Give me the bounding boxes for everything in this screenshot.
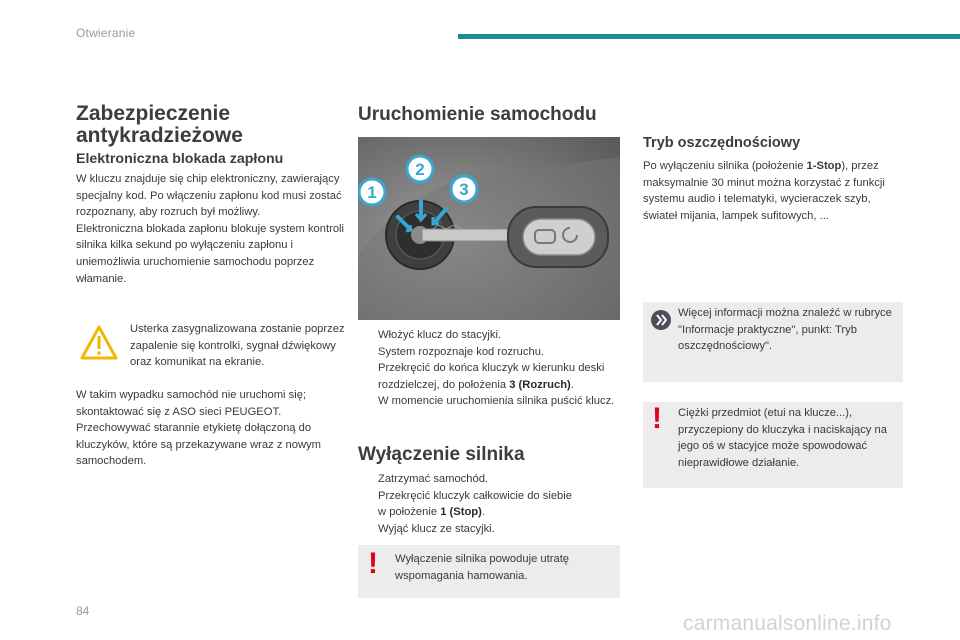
heavy-keyring-warning-text: Ciężki przedmiot (etui na klucze...), przyczepiony do kluczyka i naciskający na jego oś w stacyjce może spowodować nieprawidłowe działanie. [678,407,887,469]
svg-text:1: 1 [367,183,377,202]
info-arrow-icon [651,310,671,330]
exclamation-icon: ! [368,547,378,580]
bullet-icon [358,360,378,393]
starting-title: Uruchomienie samochodu [358,104,597,125]
header-section-title: Otwieranie [76,26,136,40]
start-step-2: Przekręcić do końca kluczyk w kierunku deski rozdzielczej, do położenia 3 (Rozruch). [378,362,605,391]
position-1-label [359,179,385,205]
list-item [358,393,626,410]
list-item [358,471,626,488]
immobiliser-warning-followup: W takim wypadku samochód nie uruchomi się; skontaktować się z ASO sieci PEUGEOT. Przechowywać starannie etykietę dołączoną do kluczyków, które są przekazywane wraz z nowym samochodem. [76,389,321,468]
brake-assist-warning-text: Wyłączenie silnika powoduje utratę wspomagania hamowania. [395,553,570,582]
svg-text:2: 2 [415,160,425,179]
ignition-illustration [358,137,620,320]
list-item [358,488,626,521]
economy-info-box [643,302,903,382]
page-number: 84 [76,604,90,618]
economy-mode-title: Tryb oszczędnościowy [643,135,801,151]
bullet-icon [358,327,378,360]
engine-off-title: Wyłączenie silnika [358,444,525,465]
svg-text:3: 3 [459,180,469,199]
start-step-1: Włożyć klucz do stacyjki. [378,329,502,341]
list-item [358,360,626,393]
list-item [358,521,626,538]
economy-info-text: Więcej informacji można znaleźć w rubryce "Informacje praktyczne", punkt: Tryb oszczędnościowy". [678,307,892,353]
engine-off-steps [358,471,626,537]
list-item [358,327,626,360]
immobiliser-paragraph-1: W kluczu znajduje się chip elektroniczny, zawierający specjalny kod. Po włączeniu zapłonu kod musi zostać rozpoznany, aby rozruch był możliwy. [76,173,342,219]
ignition-key-photo [358,137,620,320]
exclamation-icon: ! [652,402,662,435]
header-accent-bar [458,34,960,39]
immobiliser-paragraph-2: Elektroniczna blokada zapłonu blokuje system kontroli silnika kilka sekund po wyłączeniu zapłonu i uniemożliwia uruchomienie samochodu poprzez włamanie. [76,222,345,285]
immobiliser-warning-text: Usterka zasygnalizowana zostanie poprzez zapalenie się kontrolki, sygnał dźwiękowy oraz komunikat na ekranie. [130,323,345,369]
immobiliser-subtitle: Elektroniczna blokada zapłonu [76,151,284,167]
bullet-icon [358,393,378,410]
start-step-1-detail: System rozpoznaje kod rozruchu. [378,345,545,358]
immobiliser-text [76,171,346,287]
stop-step-1: Zatrzymać samochód. [378,473,489,485]
heavy-keyring-warning-box [643,402,903,488]
bullet-icon [358,521,378,538]
bullet-icon [358,471,378,488]
stop-step-3: Wyjąć klucz ze stacyjki. [378,522,495,535]
economy-mode-text: Po wyłączeniu silnika (położenie 1-Stop), przez maksymalnie 30 minut można korzystać z funkcji systemu audio i telematyki, wycieraczek szyb, świateł mijania, lampek sufitowych, ... [643,160,885,222]
bullet-icon [358,488,378,521]
anti-theft-title: Zabezpieczenie antykradzieżowe [76,102,243,147]
starting-steps [358,327,626,410]
watermark: carmanualsonline.info [683,612,892,635]
start-step-3: W momencie uruchomienia silnika puścić klucz. [378,395,615,408]
position-3-label [451,176,477,202]
stop-step-2: Przekręcić kluczyk całkowicie do siebie w położenie 1 (Stop). [378,489,572,519]
warning-triangle-icon [80,325,118,361]
position-2-label [407,156,433,182]
brake-assist-warning-box [358,545,620,598]
